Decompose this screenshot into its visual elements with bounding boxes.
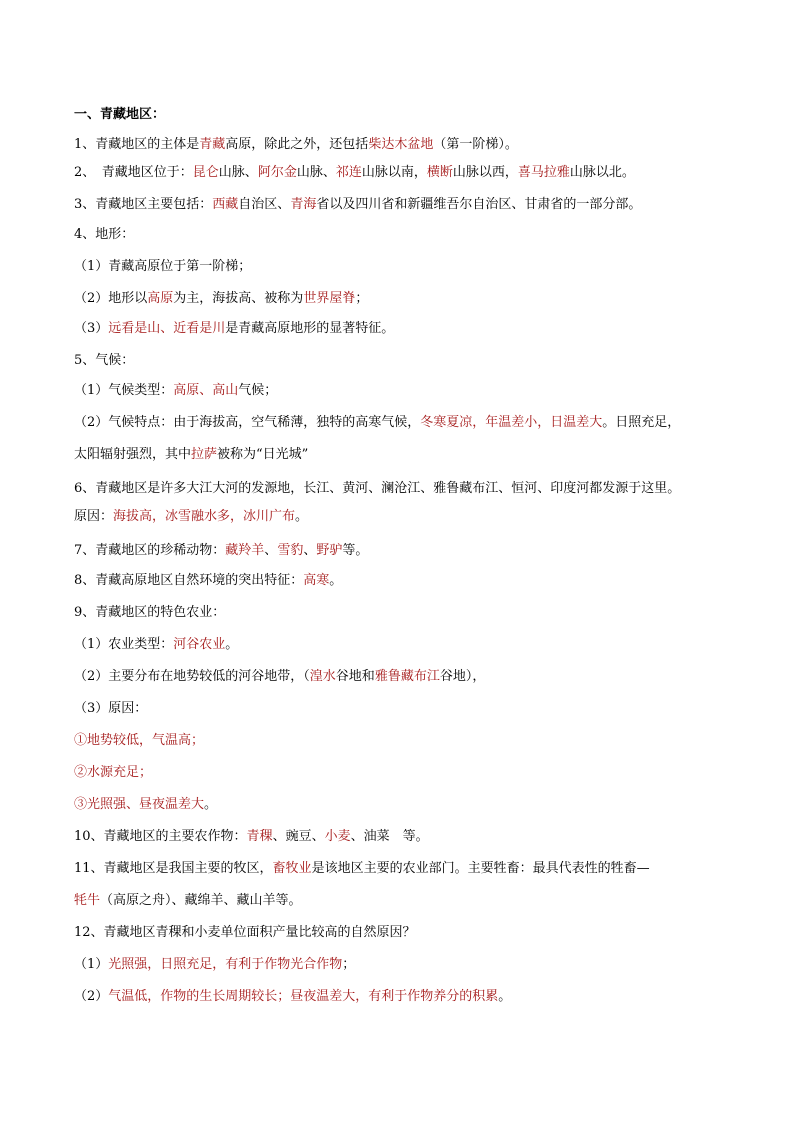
- plain-text: 5、气候：: [74, 353, 135, 368]
- highlight-text: 河谷农业: [173, 637, 226, 652]
- plain-text: 。日照充足，: [602, 415, 681, 430]
- highlight-text: 畜牧业: [272, 861, 312, 876]
- plain-text: 、油菜 等。: [350, 829, 429, 844]
- plain-text: （3）: [74, 321, 109, 336]
- plain-text: 4、地形：: [74, 227, 135, 242]
- plain-text: ；: [342, 957, 356, 972]
- plain-text: ；: [355, 291, 369, 306]
- plain-text: 高原，除此之外，还包括: [225, 137, 369, 152]
- highlight-text: 青藏: [199, 137, 226, 152]
- highlight-text: 海拔高，冰雪融水多，冰川广布: [113, 509, 296, 524]
- plain-text: 。: [329, 573, 343, 588]
- plain-text: 10、青藏地区的主要农作物：: [74, 829, 247, 844]
- highlight-text: 高原、高山: [173, 383, 239, 398]
- text-line: [74, 542, 368, 560]
- text-line: [74, 764, 152, 782]
- text-line: [74, 226, 134, 244]
- plain-text: 省以及四川省和新疆维吾尔自治区、甘肃省的一部分部。: [316, 197, 642, 212]
- highlight-text: 野驴: [316, 543, 343, 558]
- plain-text: 7、青藏地区的珍稀动物：: [74, 543, 226, 558]
- text-line: [74, 700, 147, 718]
- text-line: [74, 668, 485, 686]
- plain-text: （2）气候特点：由于海拔高，空气稀薄，独特的高寒气候，: [74, 415, 421, 430]
- text-line: [74, 258, 251, 276]
- plain-text: 12、青藏地区青稞和小麦单位面积产量比较高的自然原因？: [74, 925, 416, 940]
- highlight-text: 光照强，日照充足，有利于作物光合作物: [108, 957, 343, 972]
- text-line: [74, 136, 518, 154]
- plain-text: 6、青藏地区是许多大江大河的发源地，长江、黄河、澜沧江、雅鲁藏布江、恒河、印度河都发源于这里。: [74, 481, 681, 496]
- highlight-text: ②水源充足；: [74, 765, 153, 780]
- plain-text: 山脉以北。: [569, 165, 635, 180]
- text-line: [74, 414, 680, 432]
- highlight-text: 拉萨: [191, 447, 218, 462]
- text-line: [74, 988, 511, 1006]
- plain-text: 、豌豆、: [272, 829, 325, 844]
- plain-text: 气候；: [238, 383, 278, 398]
- highlight-text: 藏羚羊: [225, 543, 265, 558]
- highlight-text: 横断: [426, 165, 453, 180]
- text-line: [74, 572, 342, 590]
- plain-text: 自治区、: [238, 197, 291, 212]
- text-line: [74, 196, 641, 214]
- plain-text: （3）原因：: [74, 701, 148, 716]
- text-line: [74, 164, 635, 182]
- highlight-text: 喜马拉雅: [517, 165, 570, 180]
- plain-text: 原因：: [74, 509, 114, 524]
- plain-text: （2）: [74, 989, 109, 1004]
- plain-text: 谷地和: [335, 669, 375, 684]
- plain-text: 、: [264, 543, 278, 558]
- plain-text: （2）地形以: [74, 291, 148, 306]
- highlight-text: 雪豹: [277, 543, 304, 558]
- text-line: [74, 860, 650, 878]
- text-line: [74, 352, 134, 370]
- text-line: [74, 796, 217, 814]
- highlight-text: 雅鲁藏布江: [374, 669, 440, 684]
- highlight-text: 柴达木盆地: [368, 137, 434, 152]
- highlight-text: 气温低，作物的生长周期较长；昼夜温差大，有利于作物养分的积累: [108, 989, 499, 1004]
- text-line: [74, 382, 277, 400]
- text-line: [74, 446, 308, 464]
- plain-text: （1）气候类型：: [74, 383, 174, 398]
- highlight-text: 高寒: [303, 573, 330, 588]
- plain-text: 3、青藏地区主要包括：: [74, 197, 213, 212]
- plain-text: 太阳辐射强烈，其中: [74, 447, 192, 462]
- plain-text: 。: [225, 637, 239, 652]
- text-line: [74, 924, 416, 942]
- plain-text: （高原之舟）、藏绵羊、藏山羊等。: [100, 893, 302, 908]
- plain-text: 9、青藏地区的特色农业：: [74, 605, 226, 620]
- plain-text: 等。: [342, 543, 369, 558]
- highlight-text: 牦牛: [74, 893, 101, 908]
- plain-text: 山脉、: [218, 165, 258, 180]
- highlight-text: 祁连: [335, 165, 362, 180]
- highlight-text: 小麦: [324, 829, 351, 844]
- text-line: [74, 636, 238, 654]
- plain-text: （1）: [74, 957, 109, 972]
- text-line: [74, 732, 204, 750]
- highlight-text: 青海: [290, 197, 317, 212]
- plain-text: 。: [295, 509, 309, 524]
- plain-text: （1）青藏高原位于第一阶梯；: [74, 259, 252, 274]
- plain-text: 、: [303, 543, 317, 558]
- text-line: [74, 604, 225, 622]
- plain-text: 。: [204, 797, 218, 812]
- highlight-text: 世界屋脊: [303, 291, 356, 306]
- text-line: [74, 892, 302, 910]
- text-line: [74, 320, 394, 338]
- plain-text: 8、青藏高原地区自然环境的突出特征：: [74, 573, 304, 588]
- plain-text: 2、 青藏地区位于：: [74, 165, 193, 180]
- highlight-text: 湟水: [309, 669, 336, 684]
- plain-text: （第一阶梯）。: [433, 137, 518, 152]
- plain-text: 是青藏高原地形的显著特征。: [225, 321, 395, 336]
- text-line: [74, 290, 368, 308]
- highlight-text: 西藏: [212, 197, 239, 212]
- plain-text: （2）主要分布在地势较低的河谷地带，（: [74, 669, 310, 684]
- highlight-text: 冬寒夏凉，年温差小，日温差大: [420, 415, 603, 430]
- plain-text: 1、青藏地区的主体是: [74, 137, 200, 152]
- section-heading: [74, 106, 165, 124]
- highlight-text: 高原: [147, 291, 174, 306]
- highlight-text: 青稞: [246, 829, 273, 844]
- plain-text: 被称为“日光城”: [217, 447, 309, 462]
- plain-text: 。: [498, 989, 512, 1004]
- text-line: [74, 956, 355, 974]
- highlight-text: 昆仑: [192, 165, 219, 180]
- plain-text: 是该地区主要的农业部门。主要牲畜：最具代表性的牲畜—: [311, 861, 650, 876]
- plain-text: （1）农业类型：: [74, 637, 174, 652]
- highlight-text: 阿尔金: [257, 165, 297, 180]
- plain-text: 山脉以西，: [452, 165, 518, 180]
- highlight-text: 远看是山、近看是川: [108, 321, 226, 336]
- plain-text: 谷地），: [439, 669, 486, 684]
- plain-text: 山脉以南，: [361, 165, 427, 180]
- text-line: [74, 828, 429, 846]
- plain-text: 一、青藏地区：: [74, 107, 166, 122]
- plain-text: 11、青藏地区是我国主要的牧区，: [74, 861, 273, 876]
- highlight-text: ①地势较低，气温高；: [74, 733, 205, 748]
- text-line: [74, 508, 308, 526]
- text-line: [74, 480, 680, 498]
- highlight-text: ③光照强、昼夜温差大: [74, 797, 205, 812]
- plain-text: 为主，海拔高、被称为: [173, 291, 304, 306]
- plain-text: 山脉、: [296, 165, 336, 180]
